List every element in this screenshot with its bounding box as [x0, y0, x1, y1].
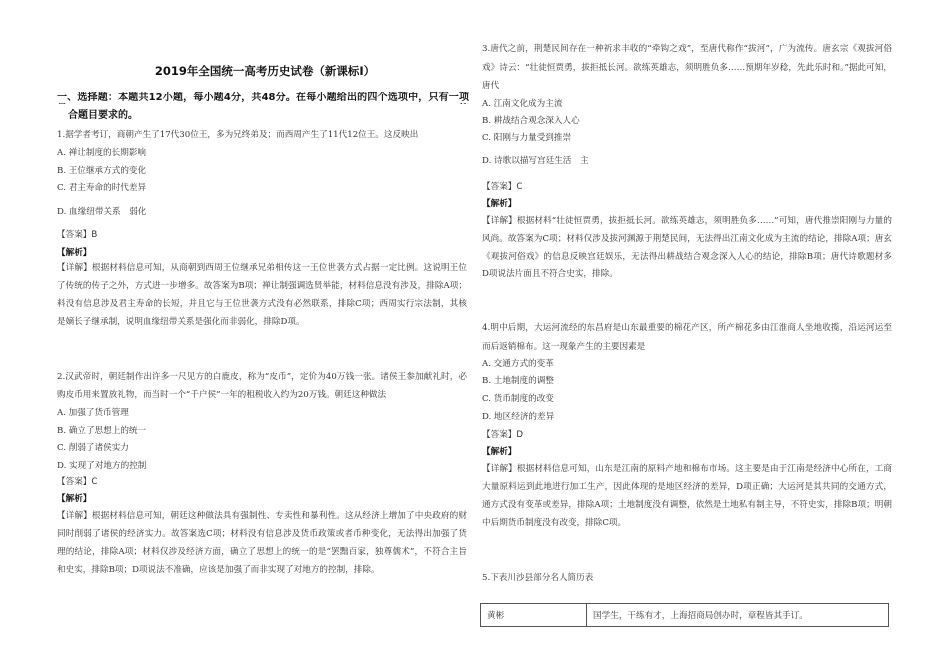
detail-line: 料没有信息涉及君主寿命的长短，并且它与王位世袭方式没有必然联系，排除C项；西周实行宗法制，其核 — [57, 299, 467, 309]
analysis-label: 【解析】 — [57, 494, 92, 504]
analysis-label: 【解析】 — [482, 199, 517, 209]
answer-value: D — [516, 430, 524, 440]
detail-line: 【详解】根据材料“壮徒恒贾勇，拔拒抵长河。欲练英雄志，须明胜负多……”可知，唐代推崇阳刚与力量的 — [482, 216, 892, 226]
answer-label: 【答案】 — [482, 430, 517, 440]
option: D. 实现了对地方的控制 — [57, 461, 147, 471]
option: B. 土地制度的调整 — [482, 376, 554, 386]
answer — [482, 429, 523, 441]
option: C. 货币制度的改变 — [482, 394, 554, 404]
answer — [57, 476, 97, 488]
option: A. 加强了货币管理 — [57, 408, 129, 418]
option: A. 江南文化成为主流 — [482, 99, 563, 109]
option: C. 君主寿命的时代差异 — [57, 183, 147, 193]
table-row — [481, 604, 889, 627]
detail-line: 中后期货币制度没有改变，排除C项。 — [482, 518, 627, 528]
detail-line: 理的结论，排除A项；材料仅涉及经济方面，确立了思想上的统一的是“罢黜百家，独尊儒术”，不符合主旨 — [57, 547, 467, 557]
section-heading: 合题目要求的。 — [68, 110, 138, 121]
detail-line: 风尚。故答案为C项；材料仅涉及拔河渊源于荆楚民间，无法得出江南文化成为主流的结论，排除A项；唐玄 — [482, 234, 892, 244]
detail-line: 大量原料运到此地进行加工生产，因此体现的是地区经济的差异，D项正确；大运河是其共同的交通方式， — [482, 482, 892, 492]
answer-label: 【答案】 — [57, 477, 92, 487]
detail-line: 【详解】根据材料信息可知，山东是江南的原料产地和棉布市场。这主要是由于江南是经济中心所在，工商 — [482, 464, 892, 474]
question-stem: 1.据学者考订，商朝产生了17代30位王，多为兄终弟及；而西周产生了11代12位王。这反映出 — [57, 130, 419, 140]
question-stem: 3.唐代之前，荆楚民间存在一种祈求丰收的“牵钩之戏”，至唐代称作“拔河”，广为流传。唐玄宗《观拔河俗 — [482, 44, 892, 54]
option: D. 诗歌以描写宫廷生活 主 — [482, 156, 589, 166]
detail-line: 和史实，排除B项；D项说法不准确，应该是加强了而非实现了对地方的控制，排除。 — [57, 565, 380, 575]
option: A. 交通方式的变革 — [482, 359, 554, 369]
detail-line: 了传统的传子之外，方式进一步增多。故答案为B项；禅让制强调选贤举能，材料信息没有涉及，排除A项； — [57, 281, 467, 291]
option: B. 耕战结合观念深入人心 — [482, 116, 580, 126]
option: B. 确立了思想上的统一 — [57, 426, 147, 436]
question-stem: 唐代 — [482, 81, 500, 91]
question-stem: 而后返销棉布。这一现象产生的主要因素是 — [482, 342, 646, 352]
detail-line: D项说法片面且不符合史实，排除。 — [482, 269, 618, 279]
question-stem: 戏》诗云：“壮徒恒贾勇，拔拒抵长河。欲练英雄志，须明胜负多……预期年岁稔，先此乐时和。”据此可知， — [482, 63, 892, 73]
question-stem: 购皮币用来置放礼物，而当时一个“千户侯”一年的租税收入约为20万钱。朝廷这种做法 — [57, 390, 387, 400]
answer-value: C — [91, 477, 98, 487]
option: D. 血缘纽带关系 弱化 — [57, 207, 147, 217]
option: B. 王位继承方式的变化 — [57, 166, 147, 176]
option: A. 禅让制度的长期影响 — [57, 148, 147, 158]
analysis-label: 【解析】 — [57, 248, 92, 258]
analysis-label: 【解析】 — [482, 447, 517, 457]
page-title: 2019年全国统一高考历史试卷（新课标Ⅰ） — [154, 64, 376, 78]
section-heading: 一、选择题：本题共12小题，每小题4分，共48分。在每小题给出的四个选项中，只有一项 — [57, 92, 469, 103]
answer-value: B — [91, 230, 98, 240]
table-cell-name: 黄彬 — [481, 604, 587, 627]
detail-line: 通方式没有变革或差异，排除A项；土地制度没有调整，依然是土地私有制主导，不符史实，排除B项；明朝 — [482, 500, 892, 510]
q5-table — [480, 603, 889, 627]
detail-line: 同时削弱了诸侯的经济实力。故答案选C项；材料没有信息涉及货币政策或者币种变化，无法得出加强了货 — [57, 529, 467, 539]
question-stem: 4.明中后期，大运河流经的东昌府是山东最重要的棉花产区，所产棉花多由江淮商人坐地收揽，沿运河运至 — [482, 323, 892, 333]
answer-label: 【答案】 — [482, 182, 517, 192]
detail-line: 【详解】根据材料信息可知，朝廷这种做法具有强制性、专卖性和暴利性。这从经济上增加了中央政府的财 — [57, 511, 467, 521]
question-stem: 2.汉武帝时，朝廷制作出许多一尺见方的白鹿皮，称为“皮币”，定价为40万钱一张。诸侯王参加献礼时，必 — [57, 372, 467, 382]
question-stem: 5.下表川沙县部分名人简历表 — [482, 573, 594, 583]
option: D. 地区经济的差异 — [482, 412, 555, 422]
option: C. 削弱了诸侯实力 — [57, 443, 129, 453]
answer-label: 【答案】 — [57, 230, 92, 240]
detail-line: 【详解】根据材料信息可知，从商朝到西周王位继承兄弟相传这一王位世袭方式占据一定比例。这说明王位 — [57, 263, 467, 273]
table-cell-bio: 国学生，干练有才，上海招商局创办时，章程皆其手订。 — [587, 604, 889, 627]
detail-line: 是嫡长子继承制，说明血缘纽带关系是强化而非弱化，排除D项。 — [57, 317, 305, 327]
answer — [482, 181, 522, 193]
answer-value: C — [516, 182, 523, 192]
detail-line: 《观拔河俗戏》的信息反映宫廷娱乐，无法得出耕战结合观念深入人心的结论，排除B项；唐代诗歌题材多 — [482, 252, 892, 262]
option: C. 阳刚与力量受到推崇 — [482, 133, 572, 143]
answer — [57, 229, 97, 241]
